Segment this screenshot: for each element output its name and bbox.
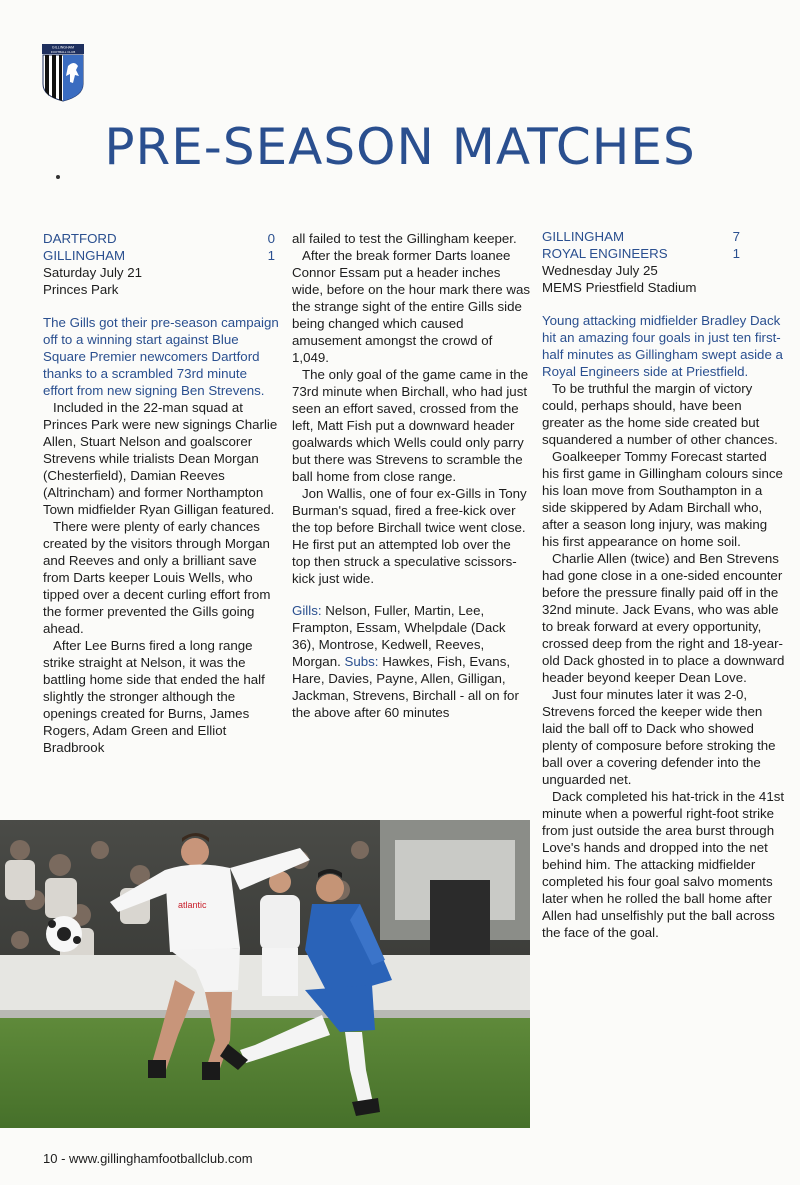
match2-paragraph: Dack completed his hat-trick in the 41st minute when a powerful right-foot strike from just outside the area burst through Love's hands and dropped into the net behind him. The attacking midfielder completed his four goal salvo moments later when he rolled the ball home after Allen had unselfishly put the ball across the face of the goal.: [542, 789, 785, 940]
column-1: [43, 230, 279, 756]
match2-away-score: 1: [732, 246, 740, 261]
match1-paragraph: all failed to test the Gillingham keeper.: [292, 231, 517, 246]
match1-intro: The Gills got their pre-season campaign off to a winning start against Blue Square Premier newcomers Dartford thanks to a scrambled 73rd minute effort from new signing Ben Strevens.: [43, 315, 279, 398]
match1-paragraph: After Lee Burns fired a long range strike straight at Nelson, it was the battling home side that ended the half slightly the stronger although the openings created for Burns, James Rogers, Adam Green and Elliot Bradbrook: [43, 638, 265, 755]
match1-home-row: [43, 230, 279, 247]
match2-venue: MEMS Priestfield Stadium: [542, 280, 697, 295]
match1-paragraph: After the break former Darts loanee Connor Essam put a header inches wide, before on the hour mark there was the strange sight of the entire Gills side being changed which caused amusement amongst the crowd of 1,049.: [292, 248, 530, 365]
match2-away-row: [542, 245, 786, 262]
match2-header: [542, 228, 786, 296]
gillingham-crest-icon: [42, 44, 84, 102]
lineup-text: Nelson, Fuller, Martin, Lee, Frampton, Essam, Whelpdale (Dack 36), Montrose, Kedwell, Reeves, Morgan.: [292, 603, 506, 669]
svg-text:FOOTBALL CLUB: FOOTBALL CLUB: [50, 49, 76, 54]
match2-paragraph: Just four minutes later it was 2-0, Strevens forced the keeper wide then laid the ball off to Dack who showed plenty of composure before stroking the ball over a covering defender into the unguarded net.: [542, 687, 776, 787]
match1-home-team: DARTFORD: [43, 231, 117, 246]
subs-label: Subs:: [344, 654, 379, 669]
page-title: PRE-SEASON MATCHES: [104, 118, 696, 176]
lineup-label: Gills:: [292, 603, 322, 618]
match1-paragraph: The only goal of the game came in the 73rd minute when Birchall, who had just seen an effort saved, crossed from the left, Matt Fish put a downward header goalwards which Wells could only parry but there was Strevens to scramble the ball home from close range.: [292, 367, 529, 484]
match2-intro: Young attacking midfielder Bradley Dack hit an amazing four goals in just ten first-half minutes as Gillingham swept aside a Royal Engineers side at Priestfield.: [542, 313, 783, 379]
match1-date: Saturday July 21: [43, 265, 143, 280]
match1-lineup: [292, 602, 530, 721]
column-3: [542, 228, 786, 941]
match2-home-row: [542, 228, 786, 245]
decorative-dot: [56, 175, 60, 179]
match2-paragraph: Goalkeeper Tommy Forecast started his first game in Gillingham colours since his loan move from Southampton in a side skippered by Adam Birchall who, after a season long injury, was making his first appearance on home soil.: [542, 449, 783, 549]
page-footer: 10 - www.gillinghamfootballclub.com: [43, 1151, 253, 1166]
match1-away-score: 1: [267, 248, 275, 263]
match1-home-score: 0: [267, 231, 275, 246]
match2-paragraph: Charlie Allen (twice) and Ben Strevens had gone close in a one-sided encounter before the pressure finally paid off in the 32nd minute. Jack Evans, who was able to break forward at every opportunity, crossed deep from the right and 18-year-old Dack ghosted in to place a downward header beyond keeper Dean Love.: [542, 551, 785, 685]
sponsor-text: atlantic: [178, 900, 207, 910]
match1-header: [43, 230, 279, 298]
match1-paragraph: There were plenty of early chances created by the visitors through Morgan and Reeves and only a brilliant save from Darts keeper Louis Wells, who tipped over a decent curling effort from the former prevented the Gills going ahead.: [43, 519, 271, 636]
match1-venue: Princes Park: [43, 282, 119, 297]
match2-paragraph: To be truthful the margin of victory could, perhaps should, have been greater as the home side created but squandered a number of other chances.: [542, 381, 778, 447]
match1-paragraph: Jon Wallis, one of four ex-Gills in Tony Burman's squad, fired a free-kick over the top before Birchall twice went close. He first put an attempted lob over the top then struck a speculative scissors-kick just wide.: [292, 486, 527, 586]
match1-paragraph: Included in the 22-man squad at Princes Park were new signings Charlie Allen, Stuart Nelson and goalscorer Strevens while trialists Dean Morgan (Chesterfield), Damian Reeves (Altrincham) and former Northampton Town midfielder Ryan Gilligan featured.: [43, 400, 278, 517]
match2-home-team: GILLINGHAM: [542, 229, 625, 244]
subs-text: Hawkes, Fish, Evans, Hare, Davies, Payne, Allen, Gilligan, Jackman, Strevens, Birchall - all on for the above after 60 minutes: [292, 654, 519, 720]
column-2: [292, 230, 530, 721]
svg-text:GILLINGHAM: GILLINGHAM: [51, 45, 75, 50]
match2-date: Wednesday July 25: [542, 263, 658, 278]
match2-home-score: 7: [732, 229, 740, 244]
match1-away-row: [43, 247, 279, 264]
match1-away-team: GILLINGHAM: [43, 248, 126, 263]
match2-away-team: ROYAL ENGINEERS: [542, 246, 668, 261]
match-photo: [0, 820, 530, 1128]
